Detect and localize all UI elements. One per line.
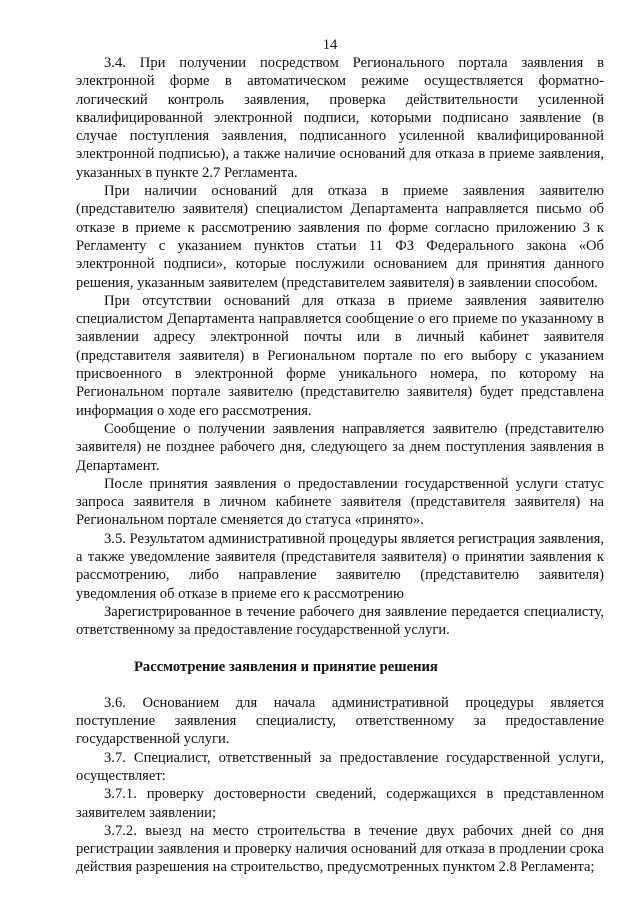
document-body (76, 54, 604, 877)
page-number: 14 (322, 37, 338, 53)
paragraph-3-7: 3.7. Специалист, ответственный за предоставление государственной услуги, осуществляет: (76, 749, 604, 784)
paragraph-3-7-2: 3.7.2. выезд на место строительства в течение двух рабочих дней со дня регистрации заявления и проверку наличия оснований для отказа в продлении срока действия разрешения на строительство, предусмотренных пунктом 2.8 Регламента; (76, 822, 604, 876)
spacer (76, 640, 604, 658)
paragraph-no-refusal-grounds: При отсутствии оснований для отказа в приеме заявления заявителю специалистом Департамента направляется сообщение о его приеме по указанному в заявлении адресу электронной почты или в личный кабинет заявителя (представителя заявителя) в Региональном портале по его выбору с указанием присвоенного в электронной форме уникального номера, по которому на Региональном портале заявителю (представителю заявителя) будет представлена информация о ходе его рассмотрения. (76, 292, 604, 419)
paragraph-receipt-message: Сообщение о получении заявления направляется заявителю (представителю заявителя) не позднее рабочего дня, следующего за днем поступления заявления в Департамент. (76, 420, 604, 474)
paragraph-status-change: После принятия заявления о предоставлении государственной услуги статус запроса заявителя в личном кабинете заявителя (представителя заявителя) на Региональном портале сменяется до статуса «принято». (76, 475, 604, 529)
spacer (76, 676, 604, 694)
paragraph-3-7-1: 3.7.1. проверку достоверности сведений, содержащихся в представленном заявителем заявлении; (76, 786, 604, 821)
paragraph-3-4: 3.4. При получении посредством Регионального портала заявления в электронной форме в автоматическом режиме осуществляется форматно-логический контроль заявления, проверка действительности усиленной квалифицированной электронной подписи, которыми подписано заявление (в случае поступления заявления, подписанного усиленной квалифицированной электронной подписью), а также наличие оснований для отказа в приеме заявления, указанных в пункте 2.7 Регламента. (76, 55, 604, 181)
paragraph-3-6: 3.6. Основанием для начала административной процедуры является поступление заявления специалисту, ответственному за предоставление государственной услуги. (76, 694, 604, 748)
paragraph-refusal-grounds: При наличии оснований для отказа в приеме заявления заявителю (представителю заявителя) специалистом Департамента направляется письмо об отказе в приеме к рассмотрению заявления по форме согласно приложению 3 к Регламенту с указанием пунктов статьи 11 ФЗ Федерального закона «Об электронной подписи», которые послужили основанием для принятия данного решения, указанным заявителем (представителем заявителя) в заявлении способом. (76, 183, 604, 291)
paragraph-registered-transfer: Зарегистрированное в течение рабочего дня заявление передается специалисту, ответственному за предоставление государственной услуги. (76, 603, 604, 639)
section-heading: Рассмотрение заявления и принятие решения (134, 658, 438, 675)
paragraph-3-5: 3.5. Результатом административной процедуры является регистрация заявления, а также уведомление заявителя (представителя заявителя) о принятии заявления к рассмотрению, либо направление заявителю (представителю заявителя) уведомления об отказе в приеме его к рассмотрению (76, 530, 604, 602)
